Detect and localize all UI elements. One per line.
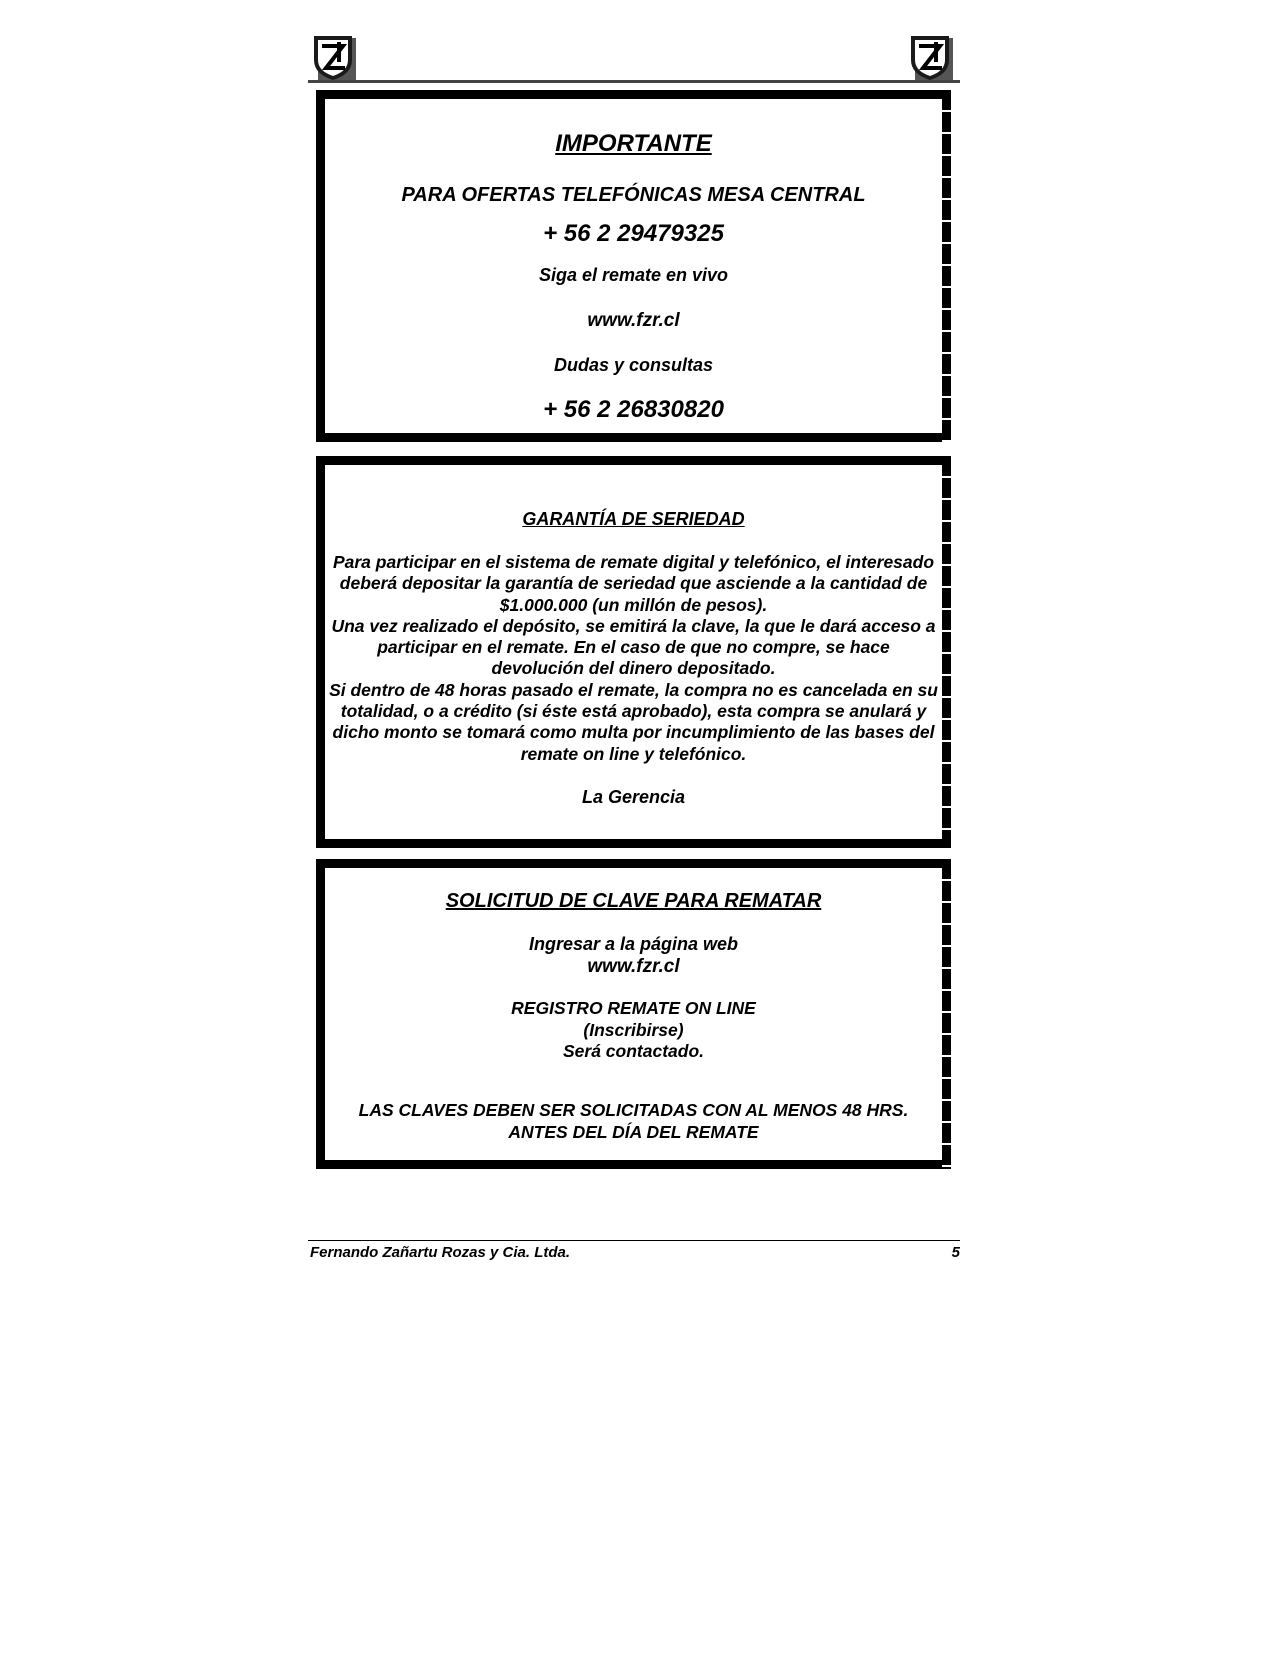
doubts-phone-number: + 56 2 26830820 xyxy=(543,396,724,423)
contactado-label: Será contactado. xyxy=(562,1041,705,1061)
solicitud-website-link[interactable]: www.fzr.cl xyxy=(587,956,680,977)
header-divider xyxy=(308,80,960,83)
phone-offers-heading: PARA OFERTAS TELEFÓNICAS MESA CENTRAL xyxy=(401,184,866,206)
doubts-label: Dudas y consultas xyxy=(553,355,714,375)
registro-label: REGISTRO REMATE ON LINE xyxy=(511,998,756,1018)
fzr-logo-icon xyxy=(312,34,358,82)
live-auction-label: Siga el remate en vivo xyxy=(538,265,729,285)
warning-line: ANTES DEL DÍA DEL REMATE xyxy=(508,1121,759,1142)
inscribirse-label: (Inscribirse) xyxy=(583,1019,684,1040)
fzr-logo-icon xyxy=(909,34,955,82)
garantia-paragraph: Una vez realizado el depósito, se emitirá la clave, la que le dará acceso a participar en el remate. En el caso de que no compre, se hace devolución del dinero depositado. xyxy=(331,615,936,679)
importante-title: IMPORTANTE xyxy=(555,130,712,157)
page-number: 5 xyxy=(951,1244,960,1261)
garantia-paragraph: Si dentro de 48 horas pasado el remate, la compra no es cancelada en su totalidad, o a crédito (si éste está aprobado), esta compra se anulará y dicho monto se tomará como multa por incumplimiento de las bases del remate on line y telefónico. xyxy=(329,679,938,764)
registro-block xyxy=(325,998,942,1063)
footer-company-name: Fernando Zañartu Rozas y Cia. Ltda. xyxy=(310,1244,571,1261)
garantia-signature: La Gerencia xyxy=(581,787,686,807)
garantia-title: GARANTÍA DE SERIEDAD xyxy=(522,509,745,529)
garantia-body xyxy=(329,552,938,765)
website-link[interactable]: www.fzr.cl xyxy=(587,310,680,331)
footer-divider xyxy=(308,1240,960,1241)
central-phone-number: + 56 2 29479325 xyxy=(543,220,724,247)
solicitud-title: SOLICITUD DE CLAVE PARA REMATAR xyxy=(445,890,822,912)
solicitud-box xyxy=(316,859,951,1169)
garantia-box xyxy=(316,456,951,848)
solicitud-instruction: Ingresar a la página web xyxy=(528,934,739,954)
warning-block xyxy=(325,1100,942,1143)
warning-line: LAS CLAVES DEBEN SER SOLICITADAS CON AL MENOS 48 HRS. xyxy=(358,1100,909,1120)
importante-box xyxy=(316,90,951,442)
garantia-paragraph: Para participar en el sistema de remate digital y telefónico, el interesado deberá depositar la garantía de seriedad que asciende a la cantidad de $1.000.000 (un millón de pesos). xyxy=(332,552,935,615)
